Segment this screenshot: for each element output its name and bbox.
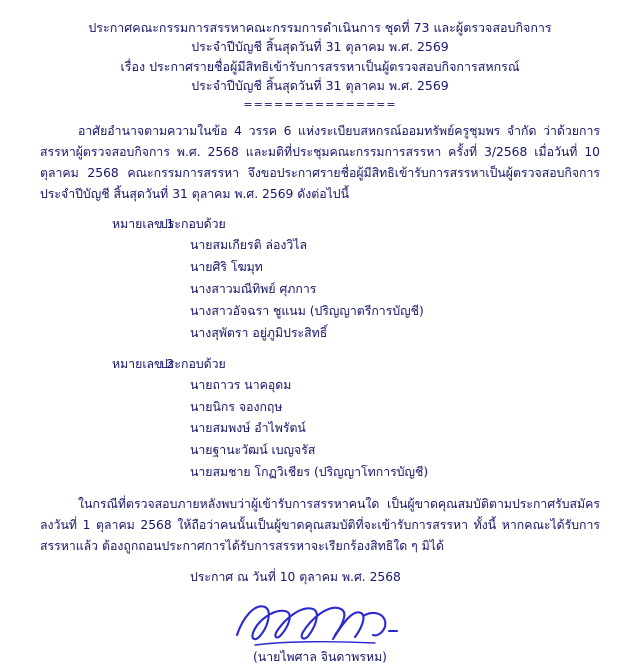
header-line-1: ประกาศคณะกรรมการสรรหาคณะกรรมการดำเนินการ ชุดที่ 73 และผู้ตรวจสอบกิจการ: [88, 20, 552, 35]
list-item: นางสาวอัจฉรา ชูแนม (ปริญญาตรีการบัญชี): [190, 303, 424, 318]
header-line-2: ประจำปีบัญชี สิ้นสุดวันที่ 31 ตุลาคม พ.ศ. 2569: [191, 39, 449, 55]
list-item: นายสมเกียรติ ล่องวิไล: [190, 238, 308, 253]
group-2-heading: [40, 353, 600, 375]
paragraph-two-text: ในกรณีที่ตรวจสอบภายหลังพบว่าผู้เข้ารับการสรรหาคนใด เป็นผู้ขาดคุณสมบัติตามประกาศรับสมัคร ลงวันที่ 1 ตุลาคม 2568 ให้ถือว่าคนนั้นเป็นผู้ขาดคุณสมบัติที่จะเข้ารับการสรรหา ทั้งนี้ หากคณะได้รับการสรรหาแล้ว ต้องถูกถอนประกาศการได้รับการสรรหาจะเรียกร้องสิทธิใด ๆ มิได้: [40, 497, 600, 554]
list-item: นายนิกร จองกฤษ: [190, 399, 283, 414]
paragraph-one-text: อาศัยอำนาจตามความในข้อ 4 วรรค 6 แห่งระเบียบสหกรณ์ออมทรัพย์ครูชุมพร จำกัด ว่าด้วยการสรรหาผู้ตรวจสอบกิจการ พ.ศ. 2568 และมติที่ประชุมคณะกรรมการสรรหา ครั้งที่ 3/2568 เมื่อวันที่ 10 ตุลาคม 2568 คณะกรรมการสรรหา จึงขอประกาศรายชื่อผู้มีสิทธิเข้ารับการสรรหาเป็นผู้ตรวจสอบกิจการ ประจำปีบัญชี สิ้นสุดวันที่ 31 ตุลาคม พ.ศ. 2569 ดังต่อไปนี้: [40, 123, 600, 201]
signature-area: [40, 593, 600, 671]
list-item: นายฐานะวัฒน์ เบญจรัส: [190, 443, 316, 458]
group-1-subtitle: ประกอบด้วย: [160, 217, 226, 232]
paragraph-one: [40, 121, 600, 206]
list-item: นายสมชาย โกฏวิเชียร (ปริญญาโทการบัญชี): [190, 465, 429, 480]
list-item: นายถาวร นาคอุดม: [190, 377, 292, 392]
candidate-group-1: [40, 213, 600, 345]
candidate-group-2: [40, 353, 600, 485]
list-item: นายสมพงษ์ อำไพรัตน์: [190, 421, 306, 436]
list-item: นายศิริ โฆมุท: [190, 260, 263, 275]
paragraph-two: [40, 494, 600, 557]
group-2-name-list: [40, 375, 600, 484]
list-item: นางสุพัตรา อยู่ภูมิประสิทธิ์: [190, 325, 328, 340]
signer-name: (นายไพศาล จินดาพรหม): [253, 650, 387, 665]
group-1-name-list: [40, 235, 600, 344]
group-2-number: หมายเลข 2: [112, 356, 175, 371]
header-divider: ===============: [243, 97, 397, 111]
group-1-number: หมายเลข 1: [112, 217, 175, 232]
document-body: [40, 121, 600, 671]
group-1-heading: [40, 213, 600, 235]
header-line-4: ประจำปีบัญชี สิ้นสุดวันที่ 31 ตุลาคม พ.ศ. 2569: [191, 78, 449, 94]
signature-mark: [225, 595, 415, 651]
header-line-3: เรื่อง ประกาศรายชื่อผู้มีสิทธิเข้ารับการสรรหาเป็นผู้ตรวจสอบกิจการสหกรณ์: [120, 58, 520, 74]
announcement-date: ประกาศ ณ วันที่ 10 ตุลาคม พ.ศ. 2568: [190, 570, 401, 585]
group-2-subtitle: ประกอบด้วย: [160, 356, 226, 371]
list-item: นางสาวมณีทิพย์ ศุภการ: [190, 281, 317, 296]
document-header: [40, 18, 600, 96]
